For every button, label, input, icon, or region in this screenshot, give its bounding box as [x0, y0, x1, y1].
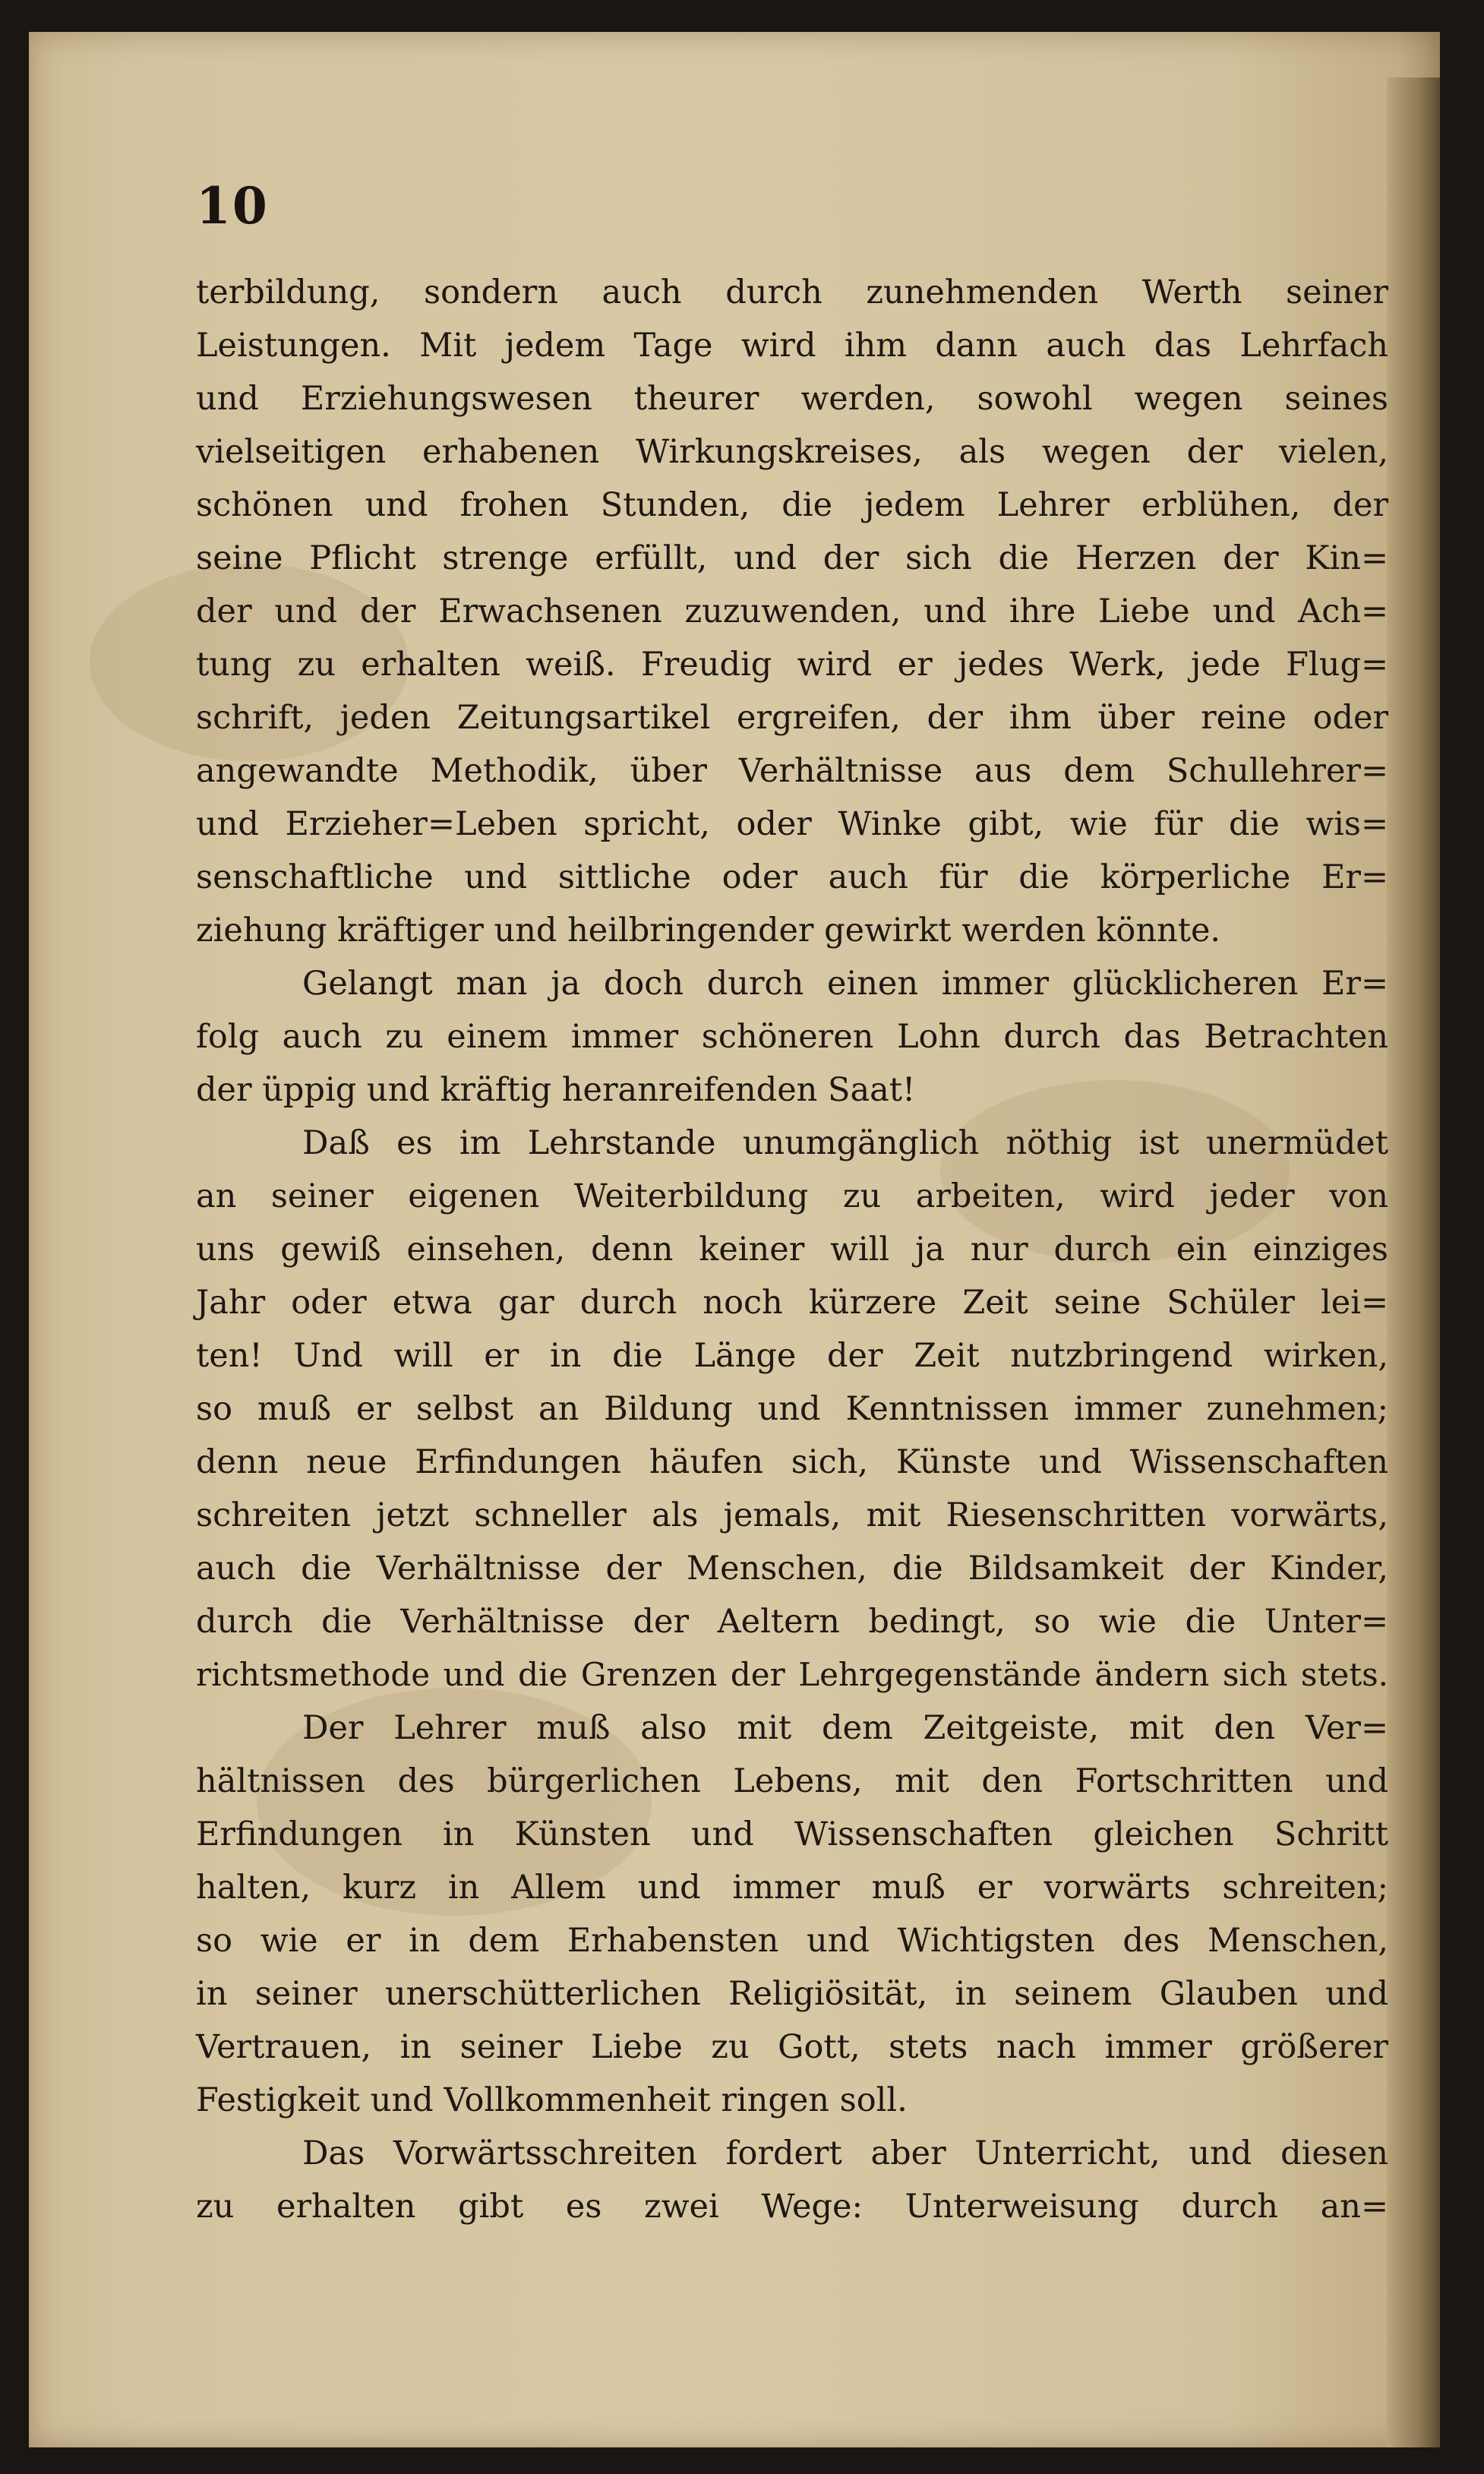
text-line: Erfindungen in Künsten und Wissenschaften gleichen Schritt [196, 1815, 1388, 1853]
text-line: richtsmethode und die Grenzen der Lehrgegenstände ändern sich stets. [196, 1656, 1388, 1693]
page-number: 10 [196, 176, 269, 235]
text-line: und Erzieher=Leben spricht, oder Winke gibt, wie für die wis= [196, 805, 1388, 843]
text-line: zu erhalten gibt es zwei Wege: Unterweisung durch an= [196, 2188, 1388, 2226]
text-line: uns gewiß einsehen, denn keiner will ja nur durch ein einziges [196, 1231, 1388, 1269]
text-line: der und der Erwachsenen zuzuwenden, und ihre Liebe und Ach= [196, 592, 1388, 630]
text-line: in seiner unerschütterlichen Religiösität, in seinem Glauben und [196, 1975, 1388, 2013]
text-line: terbildung, sondern auch durch zunehmenden Werth seiner [196, 273, 1388, 311]
text-line: so wie er in dem Erhabensten und Wichtigsten des Menschen, [196, 1922, 1388, 1960]
text-line: auch die Verhältnisse der Menschen, die Bildsamkeit der Kinder, [196, 1550, 1388, 1588]
text-line: Das Vorwärtsschreiten fordert aber Unterricht, und diesen [302, 2134, 1388, 2172]
body-text [196, 266, 1388, 2233]
text-line: an seiner eigenen Weiterbildung zu arbeiten, wird jeder von [196, 1177, 1388, 1215]
text-line: senschaftliche und sittliche oder auch für die körperliche Er= [196, 858, 1388, 896]
text-line: tung zu erhalten weiß. Freudig wird er jedes Werk, jede Flug= [196, 646, 1388, 684]
text-line: Festigkeit und Vollkommenheit ringen soll. [196, 2081, 908, 2119]
text-line: denn neue Erfindungen häufen sich, Künste und Wissenschaften [196, 1443, 1388, 1481]
text-line: Daß es im Lehrstande unumgänglich nöthig ist unermüdet [302, 1124, 1388, 1162]
text-line: durch die Verhältnisse der Aeltern bedingt, so wie die Unter= [196, 1603, 1388, 1641]
text-line: der üppig und kräftig heranreifenden Saat! [196, 1071, 916, 1109]
text-line: hältnissen des bürgerlichen Lebens, mit den Fortschritten und [196, 1762, 1388, 1800]
text-line: schrift, jeden Zeitungsartikel ergreifen, der ihm über reine oder [196, 699, 1388, 737]
text-line: Gelangt man ja doch durch einen immer glücklicheren Er= [302, 965, 1388, 1003]
text-line: schreiten jetzt schneller als jemals, mit Riesenschritten vorwärts, [196, 1496, 1388, 1534]
text-line: vielseitigen erhabenen Wirkungskreises, als wegen der vielen, [196, 433, 1388, 471]
text-line: ten! Und will er in die Länge der Zeit nutzbringend wirken, [196, 1337, 1388, 1375]
text-line: seine Pflicht strenge erfüllt, und der sich die Herzen der Kin= [196, 539, 1388, 577]
text-line: halten, kurz in Allem und immer muß er vorwärts schreiten; [196, 1869, 1388, 1907]
text-line: Der Lehrer muß also mit dem Zeitgeiste, mit den Ver= [302, 1709, 1388, 1747]
text-line: Jahr oder etwa gar durch noch kürzere Zeit seine Schüler lei= [196, 1284, 1388, 1322]
text-line: angewandte Methodik, über Verhältnisse aus dem Schullehrer= [196, 752, 1388, 790]
text-line: folg auch zu einem immer schöneren Lohn durch das Betrachten [196, 1018, 1388, 1056]
text-line: schönen und frohen Stunden, die jedem Lehrer erblühen, der [196, 486, 1388, 524]
text-line: und Erziehungswesen theurer werden, sowohl wegen seines [196, 380, 1388, 418]
text-line: so muß er selbst an Bildung und Kenntnissen immer zunehmen; [196, 1390, 1388, 1428]
text-line: ziehung kräftiger und heilbringender gewirkt werden könnte. [196, 912, 1221, 949]
text-line: Vertrauen, in seiner Liebe zu Gott, stets nach immer größerer [196, 2028, 1388, 2066]
text-line: Leistungen. Mit jedem Tage wird ihm dann auch das Lehrfach [196, 327, 1388, 365]
book-spine-shadow [1387, 77, 1440, 2447]
